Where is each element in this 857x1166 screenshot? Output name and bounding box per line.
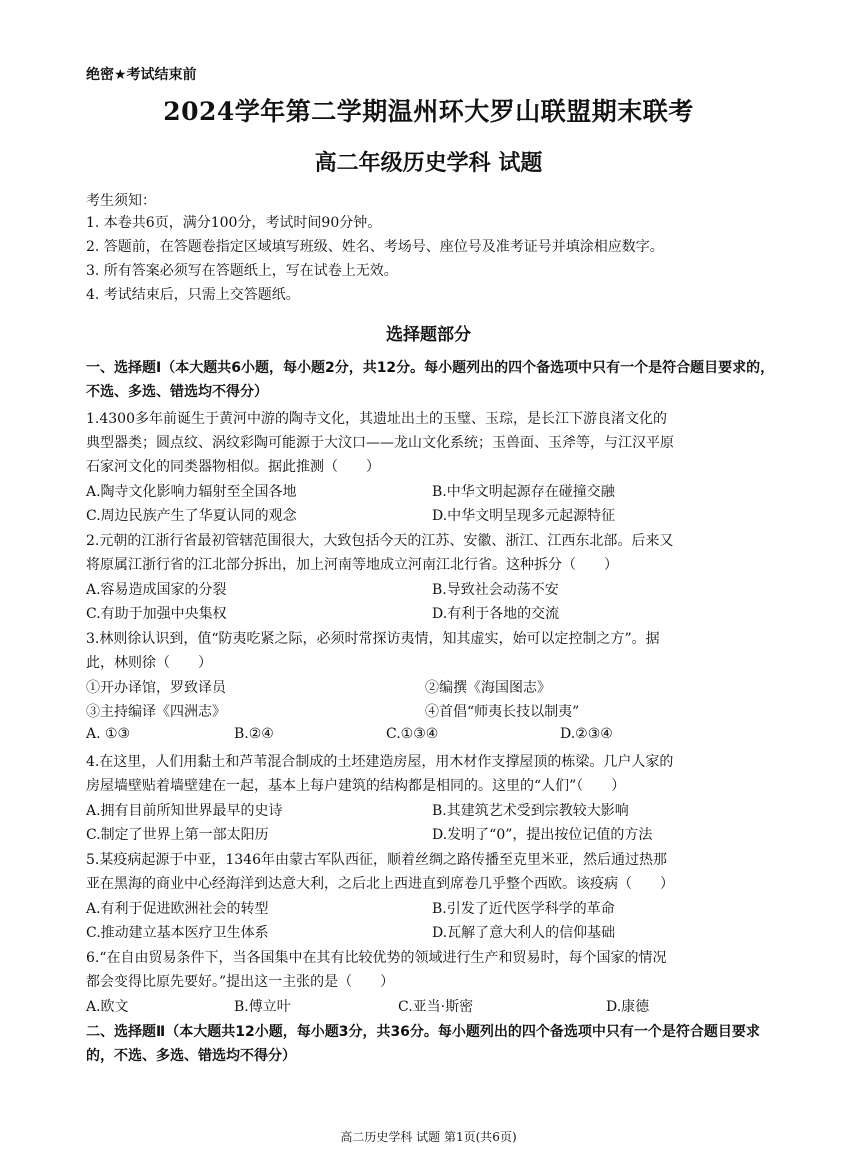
question-1-line: 1.4300多年前诞生于黄河中游的陶寺文化，其遗址出土的玉璧、玉琮，是长江下游良渚文化的	[86, 411, 667, 427]
question-4-option-a: A.拥有目前所知世界最早的史诗	[86, 803, 283, 819]
question-3-line: 此，林则徐（ ）	[86, 655, 212, 671]
question-1-option-c: C.周边民族产生了华夏认同的观念	[86, 508, 297, 524]
question-1-option-b: B.中华文明起源存在碰撞交融	[432, 484, 615, 500]
confidential-label: 绝密★考试结束前	[86, 67, 197, 83]
part1-heading: 一、选择题Ⅰ（本大题共6小题，每小题2分，共12分。每小题列出的四个备选项中只有一个是符合题目要求的，不选、多选、错选均不得分）	[86, 360, 775, 400]
question-2-line: 2.元朝的江浙行省最初管辖范围很大，大致包括今天的江苏、安徽、浙江、江西东北部。后来又	[86, 533, 674, 549]
notice-item: 3. 所有答案必须写在答题纸上，写在试卷上无效。	[86, 263, 398, 279]
question-1-option-a: A.陶寺文化影响力辐射至全国各地	[86, 484, 297, 500]
question-5-line: 5.某疫病起源于中亚，1346年由蒙古军队西征，顺着丝绸之路传播至克里米亚，然后通过热那	[86, 852, 667, 868]
question-2-option-d: D.有利于各地的交流	[432, 606, 560, 622]
question-3-option-b: B.②④	[234, 726, 274, 742]
question-3-item-4: ④首倡“师夷长技以制夷”	[425, 704, 580, 720]
question-6-option-a: A.欧文	[86, 999, 129, 1015]
notice-item: 2. 答题前，在答题卷指定区域填写班级、姓名、考场号、座位号及准考证号并填涂相应数字。	[86, 239, 664, 255]
question-3-option-c: C.①③④	[386, 726, 439, 742]
question-5-option-b: B.引发了近代医学科学的革命	[432, 901, 615, 917]
exam-title: 2024学年第二学期温州环大罗山联盟期末联考	[163, 97, 694, 126]
question-1-line: 石家河文化的同类器物相似。据此推测（ ）	[86, 459, 380, 475]
question-3-item-2: ②编撰《海国图志》	[425, 680, 551, 696]
question-6-line: 都会变得比原先要好。”提出这一主张的是（ ）	[86, 974, 395, 990]
part2-heading: 二、选择题Ⅱ（本大题共12小题，每小题3分，共36分。每小题列出的四个备选项中只有一个是符合题目要求的，不选、多选、错选均不得分）	[86, 1024, 760, 1064]
section-title: 选择题部分	[386, 325, 471, 345]
question-5-option-c: C.推动建立基本医疗卫生体系	[86, 925, 269, 941]
question-6-option-b: B.傅立叶	[234, 999, 291, 1015]
question-3-option-d: D.②③④	[560, 726, 613, 742]
question-3-item-3: ③主持编译《四洲志》	[86, 704, 226, 720]
question-4-option-b: B.其建筑艺术受到宗教较大影响	[432, 803, 629, 819]
question-6-option-d: D.康德	[606, 999, 650, 1015]
question-6-line: 6.“在自由贸易条件下，当各国集中在其有比较优势的领域进行生产和贸易时，每个国家的情况	[86, 950, 667, 966]
question-4-option-d: D.发明了“0”，提出按位记值的方法	[432, 827, 653, 843]
notice-item: 1. 本卷共6页，满分100分，考试时间90分钟。	[86, 215, 382, 231]
question-4-line: 房屋墙壁贴着墙壁建在一起，基本上每户建筑的结构都是相同的。这里的“人们”（ ）	[86, 778, 626, 794]
question-2-option-b: B.导致社会动荡不安	[432, 582, 559, 598]
notice-item: 4. 考试结束后，只需上交答题纸。	[86, 287, 300, 303]
question-2-option-a: A.容易造成国家的分裂	[86, 582, 227, 598]
notice-heading: 考生须知：	[86, 193, 156, 209]
question-1-option-d: D.中华文明呈现多元起源特征	[432, 508, 616, 524]
question-1-line: 典型器类；圆点纹、涡纹彩陶可能源于大汶口——龙山文化系统；玉兽面、玉斧等，与江汉平原	[86, 435, 674, 451]
question-3-item-1: ①开办译馆，罗致译员	[86, 680, 226, 696]
question-2-option-c: C.有助于加强中央集权	[86, 606, 227, 622]
question-2-line: 将原属江浙行省的江北部分拆出，加上河南等地成立河南江北行省。这种拆分（ ）	[86, 557, 618, 573]
question-4-line: 4.在这里，人们用黏土和芦苇混合制成的土坯建造房屋，用木材作支撑屋顶的栋梁。几户人家的	[86, 754, 674, 770]
question-4-option-c: C.制定了世界上第一部太阳历	[86, 827, 269, 843]
exam-subtitle: 高二年级历史学科 试题	[314, 150, 543, 176]
question-3-option-a: A. ①③	[86, 726, 131, 742]
question-6-option-c: C.亚当·斯密	[398, 999, 474, 1015]
question-5-option-a: A.有利于促进欧洲社会的转型	[86, 901, 269, 917]
question-3-line: 3.林则徐认识到，值“防夷吃紧之际，必须时常探访夷情，知其虚实，始可以定控制之方”。据	[86, 631, 660, 647]
page-footer: 高二历史学科 试题 第1页(共6页)	[340, 1130, 517, 1144]
question-5-option-d: D.瓦解了意大利人的信仰基础	[432, 925, 616, 941]
question-5-line: 亚在黑海的商业中心经海洋到达意大利，之后北上西进直到席卷几乎整个西欧。该疫病（ ）	[86, 876, 674, 892]
